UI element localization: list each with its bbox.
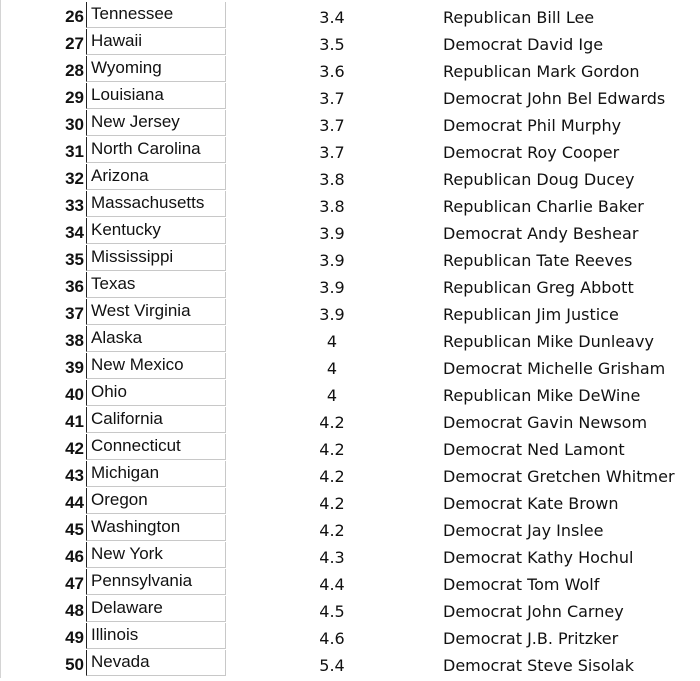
governor-cell[interactable]: Democrat Gretchen Whitmer <box>443 467 675 486</box>
rank-cell[interactable]: 48 <box>65 601 84 620</box>
governor-cell[interactable]: Republican Greg Abbott <box>443 278 634 297</box>
governor-cell[interactable]: Republican Mark Gordon <box>443 62 640 81</box>
state-cell[interactable]: Connecticut <box>86 434 226 460</box>
unemployment-rate-cell[interactable]: 3.6 <box>319 62 345 81</box>
state-cell[interactable]: Wyoming <box>86 56 226 82</box>
table-row <box>0 326 700 353</box>
governor-cell[interactable]: Democrat David Ige <box>443 35 604 54</box>
rank-cell[interactable]: 36 <box>65 277 84 296</box>
state-cell[interactable]: California <box>86 407 226 433</box>
rank-cell[interactable]: 37 <box>65 304 84 323</box>
table-row <box>0 110 700 137</box>
unemployment-rate-cell[interactable]: 3.7 <box>319 143 345 162</box>
table-row <box>0 299 700 326</box>
state-cell[interactable]: Illinois <box>86 623 226 649</box>
unemployment-rate-cell[interactable]: 3.8 <box>319 170 345 189</box>
rank-cell[interactable]: 32 <box>65 169 84 188</box>
state-cell[interactable]: Tennessee <box>86 2 226 28</box>
unemployment-rate-cell[interactable]: 3.9 <box>319 305 345 324</box>
state-cell[interactable]: Mississippi <box>86 245 226 271</box>
state-cell[interactable]: Louisiana <box>86 83 226 109</box>
rank-cell[interactable]: 46 <box>65 547 84 566</box>
rank-cell[interactable]: 30 <box>65 115 84 134</box>
governor-cell[interactable]: Democrat Jay Inslee <box>443 521 604 540</box>
governor-cell[interactable]: Republican Doug Ducey <box>443 170 635 189</box>
table-row <box>0 569 700 596</box>
unemployment-rate-cell[interactable]: 4.2 <box>319 467 345 486</box>
governor-cell[interactable]: Democrat Phil Murphy <box>443 116 622 135</box>
unemployment-rate-cell[interactable]: 3.7 <box>319 116 345 135</box>
table-row <box>0 380 700 407</box>
unemployment-rate-cell[interactable]: 3.9 <box>319 224 345 243</box>
state-cell[interactable]: New Jersey <box>86 110 226 136</box>
governor-cell[interactable]: Democrat Steve Sisolak <box>443 656 634 675</box>
state-cell[interactable]: North Carolina <box>86 137 226 163</box>
table-row <box>0 596 700 623</box>
table-row <box>0 623 700 650</box>
unemployment-rate-cell[interactable]: 4.5 <box>319 602 345 621</box>
unemployment-rate-cell[interactable]: 4.2 <box>319 413 345 432</box>
unemployment-rate-cell[interactable]: 3.5 <box>319 35 345 54</box>
table-row <box>0 542 700 569</box>
unemployment-rate-cell[interactable]: 4.2 <box>319 440 345 459</box>
rank-cell[interactable]: 35 <box>65 250 84 269</box>
unemployment-rate-cell[interactable]: 4.3 <box>319 548 345 567</box>
governor-cell[interactable]: Republican Mike Dunleavy <box>443 332 654 351</box>
state-cell[interactable]: Washington <box>86 515 226 541</box>
rank-cell[interactable]: 34 <box>65 223 84 242</box>
state-cell[interactable]: Texas <box>86 272 226 298</box>
unemployment-rate-cell[interactable]: 3.9 <box>319 251 345 270</box>
governor-cell[interactable]: Democrat John Carney <box>443 602 624 621</box>
state-cell[interactable]: Pennsylvania <box>86 569 226 595</box>
table-row <box>0 461 700 488</box>
table-row <box>0 515 700 542</box>
governor-cell[interactable]: Democrat J.B. Pritzker <box>443 629 619 648</box>
state-cell[interactable]: Hawaii <box>86 29 226 55</box>
table-row <box>0 218 700 245</box>
governor-cell[interactable]: Democrat Tom Wolf <box>443 575 600 594</box>
governor-cell[interactable]: Democrat Kathy Hochul <box>443 548 634 567</box>
state-cell[interactable]: Delaware <box>86 596 226 622</box>
governor-cell[interactable]: Democrat Andy Beshear <box>443 224 639 243</box>
unemployment-rate-cell[interactable]: 3.4 <box>319 8 345 27</box>
governor-cell[interactable]: Democrat Kate Brown <box>443 494 619 513</box>
state-cell[interactable]: New Mexico <box>86 353 226 379</box>
table-row <box>0 29 700 56</box>
unemployment-rate-cell[interactable]: 4.2 <box>319 494 345 513</box>
governor-cell[interactable]: Republican Mike DeWine <box>443 386 641 405</box>
rank-cell[interactable]: 33 <box>65 196 84 215</box>
table-row <box>0 434 700 461</box>
table-row <box>0 353 700 380</box>
governor-cell[interactable]: Democrat Ned Lamont <box>443 440 625 459</box>
governor-cell[interactable]: Democrat Michelle Grisham <box>443 359 666 378</box>
unemployment-rate-cell[interactable]: 3.7 <box>319 89 345 108</box>
table-row <box>0 56 700 83</box>
table-row <box>0 272 700 299</box>
state-cell[interactable]: Michigan <box>86 461 226 487</box>
governor-cell[interactable]: Democrat Roy Cooper <box>443 143 620 162</box>
state-cell[interactable]: Alaska <box>86 326 226 352</box>
rank-cell[interactable]: 38 <box>65 331 84 350</box>
rank-cell[interactable]: 44 <box>65 493 84 512</box>
rank-cell[interactable]: 49 <box>65 628 84 647</box>
state-cell[interactable]: Nevada <box>86 650 226 676</box>
unemployment-rate-cell[interactable]: 3.9 <box>319 278 345 297</box>
state-cell[interactable]: West Virginia <box>86 299 226 325</box>
unemployment-rate-cell[interactable]: 4.2 <box>319 521 345 540</box>
state-cell[interactable]: Ohio <box>86 380 226 406</box>
state-cell[interactable]: New York <box>86 542 226 568</box>
unemployment-rate-cell[interactable]: 3.8 <box>319 197 345 216</box>
rank-cell[interactable]: 50 <box>65 655 84 674</box>
governor-cell[interactable]: Democrat John Bel Edwards <box>443 89 666 108</box>
rank-cell[interactable]: 42 <box>65 439 84 458</box>
rank-cell[interactable]: 27 <box>65 34 84 53</box>
table-row <box>0 83 700 110</box>
rank-cell[interactable]: 28 <box>65 61 84 80</box>
state-cell[interactable]: Kentucky <box>86 218 226 244</box>
state-cell[interactable]: Arizona <box>86 164 226 190</box>
table-row <box>0 488 700 515</box>
table-row <box>0 137 700 164</box>
unemployment-rate-cell[interactable]: 4.4 <box>319 575 345 594</box>
rank-cell[interactable]: 31 <box>65 142 84 161</box>
rank-cell[interactable]: 43 <box>65 466 84 485</box>
governor-cell[interactable]: Republican Charlie Baker <box>443 197 644 216</box>
table-row <box>0 650 700 677</box>
unemployment-rate-cell[interactable]: 4.6 <box>319 629 345 648</box>
unemployment-rate-cell[interactable]: 4 <box>326 359 338 378</box>
governor-cell[interactable]: Democrat Gavin Newsom <box>443 413 648 432</box>
rank-cell[interactable]: 47 <box>65 574 84 593</box>
governor-cell[interactable]: Republican Tate Reeves <box>443 251 633 270</box>
state-cell[interactable]: Massachusetts <box>86 191 226 217</box>
unemployment-rate-cell[interactable]: 4 <box>326 386 338 405</box>
rank-cell[interactable]: 39 <box>65 358 84 377</box>
rank-cell[interactable]: 40 <box>65 385 84 404</box>
governor-cell[interactable]: Republican Jim Justice <box>443 305 619 324</box>
rank-cell[interactable]: 26 <box>65 7 84 26</box>
table-row <box>0 245 700 272</box>
table-row <box>0 2 700 29</box>
unemployment-rate-cell[interactable]: 4 <box>326 332 338 351</box>
table-row <box>0 164 700 191</box>
governor-cell[interactable]: Republican Bill Lee <box>443 8 595 27</box>
table-row <box>0 191 700 218</box>
rank-cell[interactable]: 41 <box>65 412 84 431</box>
rank-cell[interactable]: 29 <box>65 88 84 107</box>
table-row <box>0 407 700 434</box>
rank-cell[interactable]: 45 <box>65 520 84 539</box>
unemployment-rate-cell[interactable]: 5.4 <box>319 656 345 675</box>
state-cell[interactable]: Oregon <box>86 488 226 514</box>
